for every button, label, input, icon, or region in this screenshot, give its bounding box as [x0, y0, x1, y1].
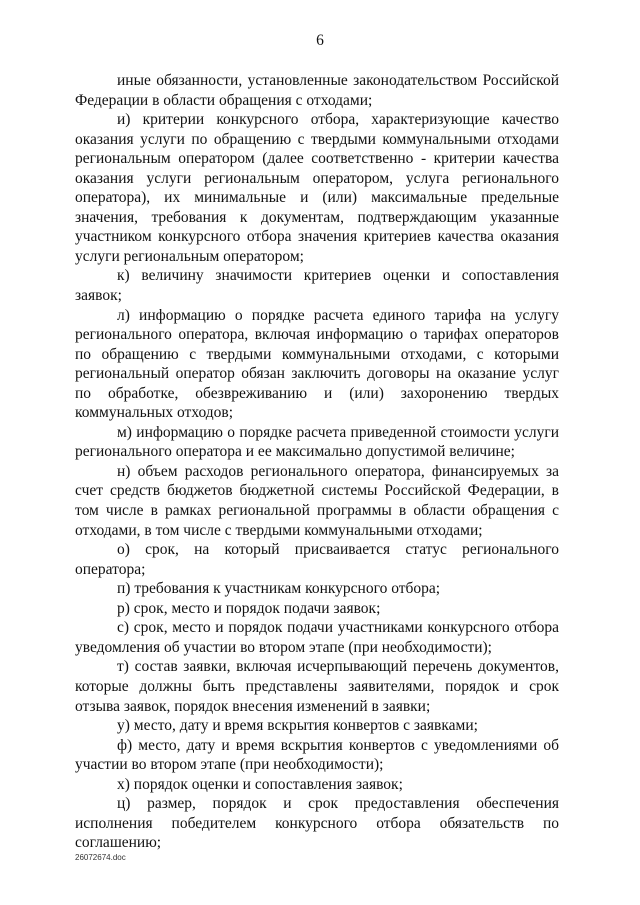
document-body [75, 71, 559, 853]
footer-filename: 26072674.doc [75, 853, 126, 862]
paragraph: у) место, дату и время вскрытия конвертов с заявками; [117, 717, 478, 735]
paragraph: р) срок, место и порядок подачи заявок; [117, 599, 381, 617]
paragraph: т) состав заявки, включая исчерпывающий перечень документов, которые должны быть представлены заявителями, порядок и срок отзыва заявок, порядок внесения изменений в заявки; [75, 658, 559, 715]
paragraph: с) срок, место и порядок подачи участниками конкурсного отбора уведомления об участии во втором этапе (при необходимости); [75, 619, 559, 656]
paragraph: н) объем расходов регионального оператора, финансируемых за счет средств бюджетов бюджетной системы Российской Федерации, в том числе в рамках региональной программы в области обращения с отходами, в том числе с твердыми коммунальными отходами; [75, 462, 559, 539]
paragraph: ф) место, дату и время вскрытия конвертов с уведомлениями об участии во втором этапе (при необходимости); [75, 736, 559, 774]
page-number: 6 [316, 32, 324, 49]
paragraph: л) информацию о порядке расчета единого тарифа на услугу регионального оператора, включая информацию о тарифах операторов по обращению с твердыми коммунальными отходами, с которыми региональный оператор обязан заключить договоры на оказание услуг по обработке, обезвреживанию и (или) захоронению твердых коммунальных отходов; [75, 306, 559, 422]
paragraph: м) информацию о порядке расчета приведенной стоимости услуги регионального оператора и ее максимально допустимой величине; [75, 423, 559, 461]
paragraph: иные обязанности, установленные законодательством Российской Федерации в области обращения с отходами; [75, 72, 559, 109]
paragraph: о) срок, на который присваивается статус регионального оператора; [75, 541, 559, 578]
paragraph: ц) размер, порядок и срок предоставления обеспечения исполнения победителем конкурсного отбора обязательств по соглашению; [75, 795, 559, 852]
paragraph: п) требования к участникам конкурсного отбора; [117, 580, 441, 598]
paragraph: х) порядок оценки и сопоставления заявок; [117, 775, 403, 793]
paragraph: и) критерии конкурсного отбора, характеризующие качество оказания услуги по обращению с твердыми коммунальными отходами региональным оператором (далее соответственно - критерии качества оказания услуги региональным оператором, услуга регионального оператора), их минимальные и (или) максимальные предельные значения, требования к документам, подтверждающим указанные участником конкурсного отбора значения критериев качества оказания услуги региональным оператором; [75, 111, 559, 265]
paragraph: к) величину значимости критериев оценки и сопоставления заявок; [75, 267, 559, 305]
